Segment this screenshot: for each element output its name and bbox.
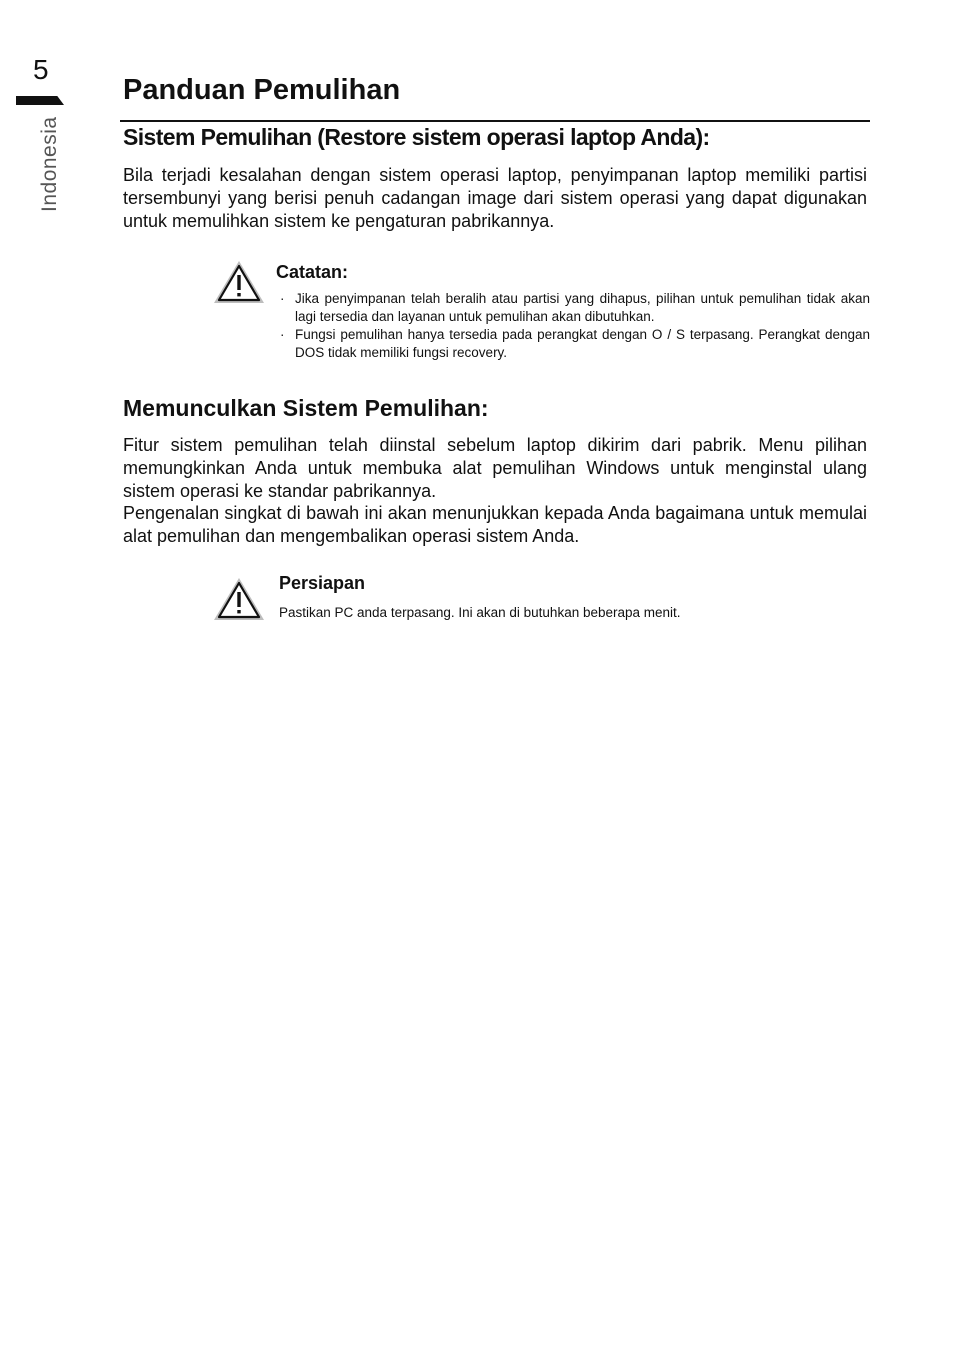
note-item-text: Jika penyimpanan telah beralih atau partisi yang dihapus, pilihan untuk pemulihan tidak akan lagi tersedia dan layanan untuk pemulihan akan dibutuhkan. xyxy=(295,291,870,324)
note-title-catatan: Catatan: xyxy=(276,262,349,282)
list-item xyxy=(280,290,870,326)
note-list-catatan xyxy=(280,290,870,362)
page-number: 5 xyxy=(33,54,49,85)
page-title: Panduan Pemulihan xyxy=(123,74,401,106)
side-language-label: Indonesia xyxy=(38,116,61,212)
show-recovery-paragraph-1: Fitur sistem pemulihan telah diinstal sebelum laptop dikirim dari pabrik. Menu pilihan memungkinkan Anda untuk membuka alat pemulihan Windows untuk menginstal ulang sistem operasi ke standar pabrikannya. xyxy=(123,435,867,501)
show-recovery-paragraph-2: Pengenalan singkat di bawah ini akan menunjukkan kepada Anda bagaimana untuk memulai alat pemulihan dan mengembalikan operasi sistem Anda. xyxy=(123,503,867,546)
warning-triangle-icon xyxy=(213,259,265,305)
section-heading-show-recovery: Memunculkan Sistem Pemulihan: xyxy=(123,395,489,421)
bullet-glyph: · xyxy=(280,327,285,342)
title-divider xyxy=(120,120,870,122)
note-item-text: Fungsi pemulihan hanya tersedia pada perangkat dengan O / S terpasang. Perangkat dengan DOS tidak memiliki fungsi recovery. xyxy=(295,327,870,360)
bullet-glyph: · xyxy=(280,291,285,306)
section-heading-restore: Sistem Pemulihan (Restore sistem operasi laptop Anda): xyxy=(123,124,710,150)
warning-triangle-icon xyxy=(213,576,265,622)
page-number-bar xyxy=(16,96,64,105)
note-text-persiapan: Pastikan PC anda terpasang. Ini akan di butuhkan beberapa menit. xyxy=(279,605,681,620)
note-title-persiapan: Persiapan xyxy=(279,573,366,593)
restore-paragraph: Bila terjadi kesalahan dengan sistem operasi laptop, penyimpanan laptop memiliki partisi tersembunyi yang berisi penuh cadangan image dari sistem operasi yang dapat digunakan untuk memulihkan sistem ke pengaturan pabrikannya. xyxy=(123,165,867,231)
list-item xyxy=(280,326,870,362)
